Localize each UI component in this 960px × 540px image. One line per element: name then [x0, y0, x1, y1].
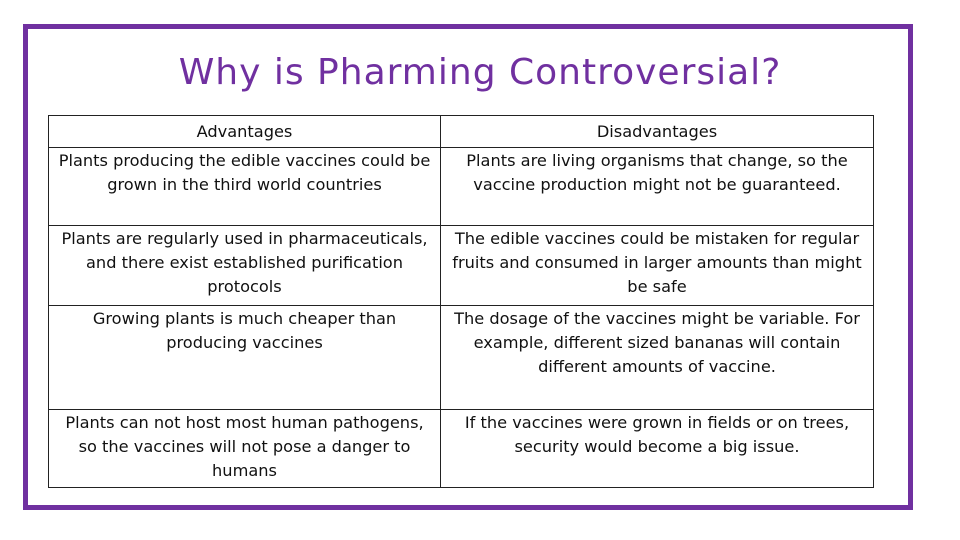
- table-row: [49, 226, 874, 306]
- disadvantage-cell: Plants are living organisms that change, so the vaccine production might not be guaranteed.: [441, 148, 874, 226]
- advantage-cell: Plants can not host most human pathogens, so the vaccines will not pose a danger to humans: [49, 410, 441, 488]
- table-row: [49, 410, 874, 488]
- advantage-cell: Growing plants is much cheaper than producing vaccines: [49, 306, 441, 410]
- table-row: [49, 306, 874, 410]
- table-header-row: [49, 116, 874, 148]
- disadvantage-cell: If the vaccines were grown in fields or on trees, security would become a big issue.: [441, 410, 874, 488]
- header-advantages: Advantages: [49, 116, 441, 148]
- header-disadvantages: Disadvantages: [441, 116, 874, 148]
- table-row: [49, 148, 874, 226]
- advantage-cell: Plants producing the edible vaccines could be grown in the third world countries: [49, 148, 441, 226]
- comparison-table: [48, 115, 874, 488]
- slide-title: Why is Pharming Controversial?: [178, 52, 782, 93]
- advantage-cell: Plants are regularly used in pharmaceuticals, and there exist established purification protocols: [49, 226, 441, 306]
- disadvantage-cell: The edible vaccines could be mistaken for regular fruits and consumed in larger amounts than might be safe: [441, 226, 874, 306]
- disadvantage-cell: The dosage of the vaccines might be variable. For example, different sized bananas will contain different amounts of vaccine.: [441, 306, 874, 410]
